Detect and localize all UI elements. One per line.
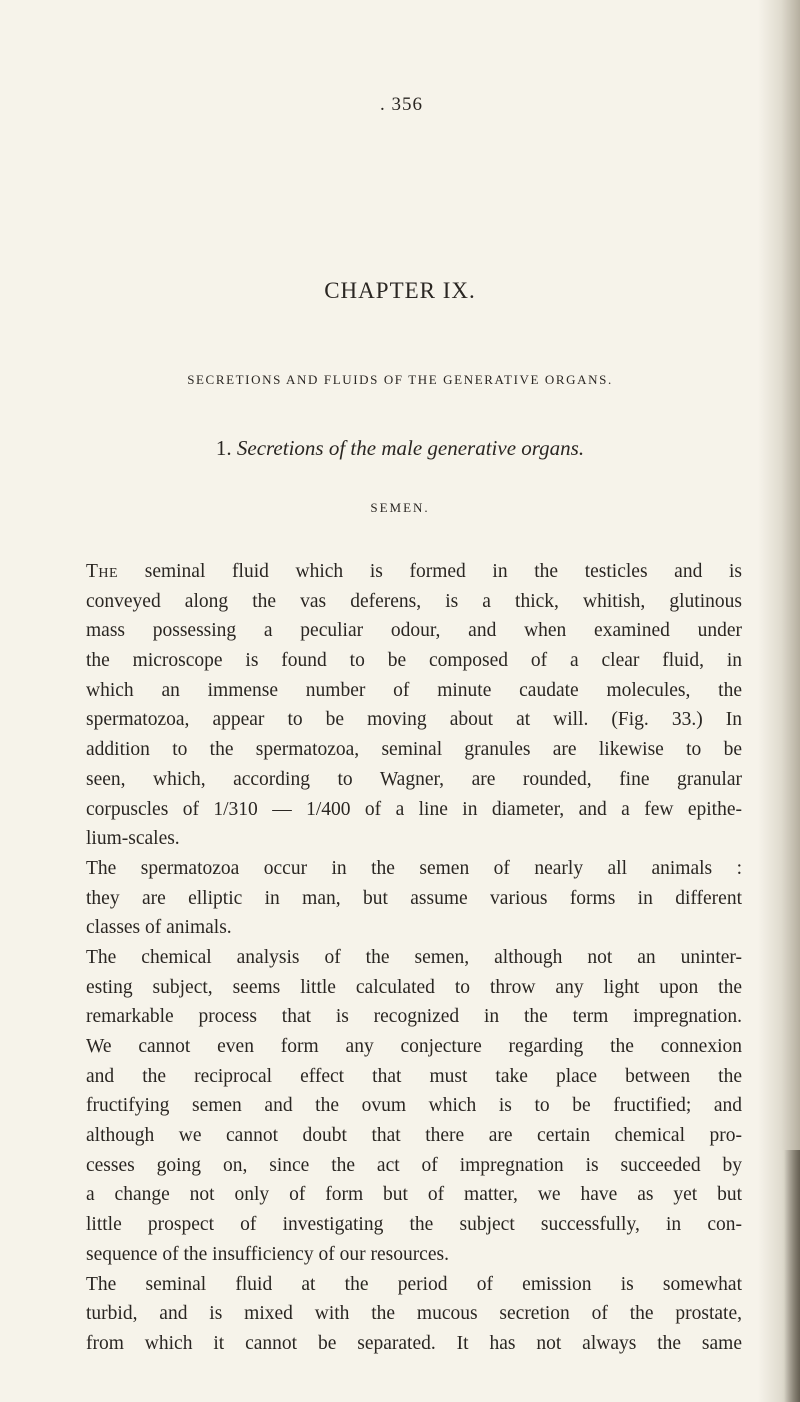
text-line: which an immense number of minute caudate molecules, the	[86, 679, 742, 701]
text-line: seen, which, according to Wagner, are rounded, fine granular	[86, 768, 742, 790]
section-title: Secretions of the male generative organs.	[236, 436, 585, 460]
chapter-subtitle: SECRETIONS AND FLUIDS OF THE GENERATIVE ORGANS.	[187, 372, 613, 387]
text-line: although we cannot doubt that there are certain chemical pro-	[86, 1125, 742, 1147]
section-heading	[0, 436, 800, 461]
text-line: fructifying semen and the ovum which is to be fructified; and	[86, 1095, 742, 1117]
text-line: conveyed along the vas deferens, is a thick, whitish, glutinous	[86, 590, 742, 612]
text-line: corpuscles of 1/310 — 1/400 of a line in diameter, and a few epithe-	[86, 798, 742, 820]
text-line: lium-scales.	[86, 828, 180, 850]
text-line: little prospect of investigating the subject successfully, in con-	[86, 1214, 742, 1236]
page-edge-dark	[784, 1150, 800, 1402]
text-line: remarkable process that is recognized in the term impregnation.	[86, 1006, 742, 1028]
text-line: turbid, and is mixed with the mucous secretion of the prostate,	[86, 1303, 742, 1325]
text-line: esting subject, seems little calculated to throw any light upon the	[86, 976, 742, 998]
text-line: they are elliptic in man, but assume various forms in different	[86, 887, 742, 909]
topic-heading: SEMEN.	[370, 500, 430, 515]
text-line: The seminal fluid at the period of emission is somewhat	[86, 1273, 742, 1295]
section-number: 1.	[215, 436, 232, 460]
text-line: spermatozoa, appear to be moving about at will. (Fig. 33.) In	[86, 709, 742, 731]
text-line: We cannot even form any conjecture regarding the connexion	[86, 1036, 742, 1057]
text-line: mass possessing a peculiar odour, and when examined under	[86, 620, 742, 642]
text-line: classes of animals.	[86, 917, 232, 939]
text-line: and the reciprocal effect that must take place between the	[86, 1065, 742, 1087]
text-line: The spermatozoa occur in the semen of nearly all animals :	[86, 857, 742, 879]
lead-word: The	[86, 561, 119, 582]
page-number: . 356	[380, 94, 423, 115]
line-text: seminal fluid which is formed in the testicles and is	[118, 561, 742, 582]
text-line: from which it cannot be separated. It has not always the same	[86, 1332, 742, 1354]
text-line	[86, 557, 742, 587]
text-line: the microscope is found to be composed of a clear fluid, in	[86, 650, 742, 672]
text-line: a change not only of form but of matter, we have as yet but	[86, 1184, 742, 1206]
chapter-title: CHAPTER IX.	[324, 278, 476, 303]
body-text	[86, 557, 742, 1359]
text-line: The chemical analysis of the semen, although not an uninter-	[86, 946, 742, 968]
text-line: sequence of the insufficiency of our resources.	[86, 1243, 449, 1265]
text-line: cesses going on, since the act of impregnation is succeeded by	[86, 1154, 742, 1176]
text-line: addition to the spermatozoa, seminal granules are likewise to be	[86, 739, 742, 761]
